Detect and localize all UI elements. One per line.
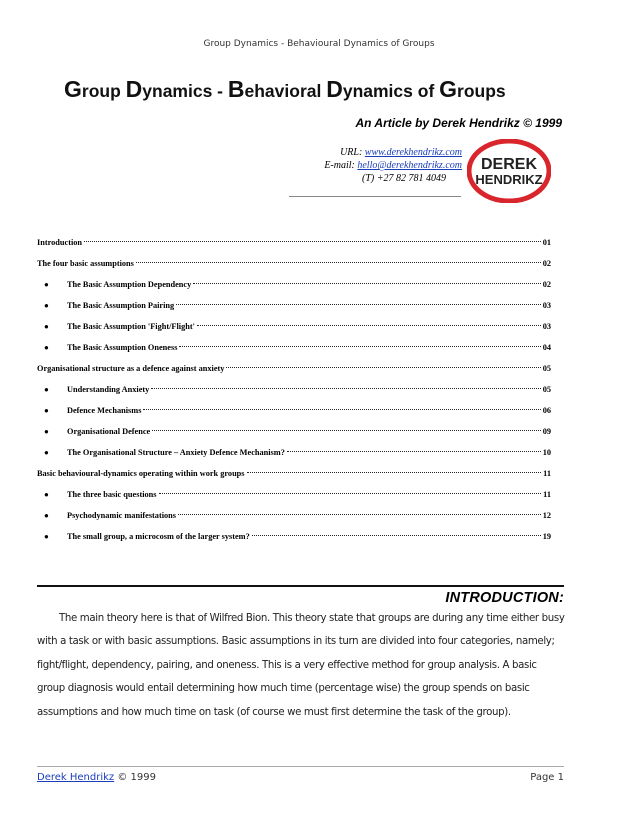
bullet-icon: ●: [44, 385, 49, 394]
intro-paragraph: The main theory here is that of Wilfred Bion. This theory state that groups are during any time either busy with a task or with basic assumptions. Basic assumptions in its turn are divided into four categories, namely; fight/flight, dependency, pairing, and oneness. This is a very effective method for group analysis. A basic group diagnosis would entail determining how much time (percentage wise) the group spends on basic assumptions and how much time on task (of course we must first determine the task of the group).: [37, 613, 565, 718]
toc-subentry[interactable]: [37, 400, 551, 421]
toc-subentry[interactable]: [37, 316, 551, 337]
toc-page: 03: [542, 322, 551, 331]
body-text: [37, 607, 565, 724]
title-cap: D: [326, 76, 343, 102]
toc-label: Organisational Defence: [67, 427, 151, 436]
title-cap: G: [439, 76, 458, 102]
toc-page: 12: [542, 511, 551, 520]
title-cap: B: [227, 76, 245, 102]
email-label: E-mail:: [324, 160, 358, 171]
toc-leader: [176, 303, 541, 305]
bullet-icon: ●: [44, 343, 49, 352]
byline: An Article by Derek Hendrikz © 1999: [355, 116, 562, 130]
bullet-icon: ●: [44, 301, 49, 310]
url-line: [324, 146, 462, 159]
toc-label: The four basic assumptions: [37, 259, 134, 268]
toc-label: The Basic Assumption Oneness: [67, 343, 178, 352]
toc-page: 03: [542, 301, 551, 310]
email-line: [324, 159, 462, 172]
toc-subentry[interactable]: [37, 505, 551, 526]
toc-subentry[interactable]: [37, 274, 551, 295]
table-of-contents: [37, 232, 551, 547]
toc-label: Defence Mechanisms: [67, 406, 142, 415]
bullet-icon: ●: [44, 532, 49, 541]
running-header: Group Dynamics - Behavioural Dynamics of Groups: [203, 39, 435, 49]
toc-page: 09: [542, 427, 551, 436]
toc-label: Basic behavioural-dynamics operating within work groups: [37, 469, 245, 478]
toc-subentry[interactable]: [37, 337, 551, 358]
toc-leader: [193, 282, 540, 284]
derek-hendrikz-logo: [467, 139, 551, 203]
toc-leader: [143, 408, 540, 410]
toc-page: 06: [542, 406, 551, 415]
toc-page: 02: [542, 259, 551, 268]
toc-leader: [287, 450, 541, 452]
page-number: Page 1: [530, 772, 564, 783]
toc-subentry[interactable]: [37, 421, 551, 442]
toc-leader: [159, 492, 542, 494]
toc-label: The small group, a microcosm of the larger system?: [67, 532, 250, 541]
toc-subentry[interactable]: [37, 526, 551, 547]
toc-page: 05: [542, 385, 551, 394]
title-text: ynamics -: [142, 81, 228, 101]
toc-leader: [247, 471, 542, 473]
toc-leader: [197, 324, 541, 326]
bullet-icon: ●: [44, 490, 49, 499]
footer-divider: [37, 766, 564, 767]
toc-label: The Basic Assumption Pairing: [67, 301, 175, 310]
toc-leader: [151, 387, 540, 389]
toc-leader: [84, 240, 541, 242]
toc-page: 04: [542, 343, 551, 352]
logo-line2: HENDRIKZ: [475, 172, 543, 187]
toc-leader: [178, 513, 541, 515]
bullet-icon: ●: [44, 511, 49, 520]
contact-divider: [289, 196, 461, 197]
toc-label: Organisational structure as a defence against anxiety: [37, 364, 225, 373]
title-text: ynamics of: [342, 81, 440, 101]
title-text: roups: [457, 81, 506, 101]
url-link[interactable]: www.derekhendrikz.com: [364, 147, 462, 158]
section-divider: [37, 585, 564, 587]
toc-label: The three basic questions: [67, 490, 157, 499]
toc-label: Introduction: [37, 238, 83, 247]
toc-page: 02: [542, 280, 551, 289]
toc-leader: [252, 534, 541, 536]
toc-page: 10: [542, 448, 551, 457]
bullet-icon: ●: [44, 427, 49, 436]
toc-label: Psychodynamic manifestations: [67, 511, 177, 520]
contact-block: [324, 146, 462, 185]
toc-label: The Organisational Structure – Anxiety Defence Mechanism?: [67, 448, 285, 457]
footer-author-link[interactable]: Derek Hendrikz: [37, 772, 115, 783]
toc-page: 11: [543, 469, 551, 478]
toc-label: The Basic Assumption 'Fight/Flight': [67, 322, 195, 331]
toc-label: Understanding Anxiety: [67, 385, 150, 394]
title-text: ehavioral: [244, 81, 327, 101]
toc-leader: [136, 261, 541, 263]
bullet-icon: ●: [44, 406, 49, 415]
email-link[interactable]: hello@derekhendrikz.com: [357, 160, 462, 171]
toc-entry[interactable]: [37, 463, 551, 484]
toc-page: 19: [542, 532, 551, 541]
toc-page: 05: [542, 364, 551, 373]
toc-page: 01: [542, 238, 551, 247]
toc-entry[interactable]: [37, 232, 551, 253]
bullet-icon: ●: [44, 280, 49, 289]
toc-subentry[interactable]: [37, 295, 551, 316]
section-heading: INTRODUCTION:: [445, 590, 564, 606]
bullet-icon: ●: [44, 448, 49, 457]
title-text: roup: [81, 81, 126, 101]
toc-subentry[interactable]: [37, 442, 551, 463]
title-cap: G: [64, 76, 82, 102]
url-label: URL:: [340, 147, 365, 158]
toc-leader: [179, 345, 540, 347]
phone-number: (T) +27 82 781 4049: [362, 173, 446, 184]
toc-entry[interactable]: [37, 358, 551, 379]
toc-leader: [152, 429, 541, 431]
footer-copyright: © 1999: [114, 772, 156, 783]
title-cap: D: [125, 76, 143, 102]
toc-page: 11: [543, 490, 551, 499]
toc-subentry[interactable]: [37, 379, 551, 400]
footer-credit: [37, 772, 156, 783]
logo-line1: DEREK: [480, 156, 538, 173]
document-title: [64, 76, 584, 103]
toc-subentry[interactable]: [37, 484, 551, 505]
toc-label: The Basic Assumption Dependency: [67, 280, 192, 289]
toc-entry[interactable]: [37, 253, 551, 274]
toc-leader: [226, 366, 540, 368]
bullet-icon: ●: [44, 322, 49, 331]
